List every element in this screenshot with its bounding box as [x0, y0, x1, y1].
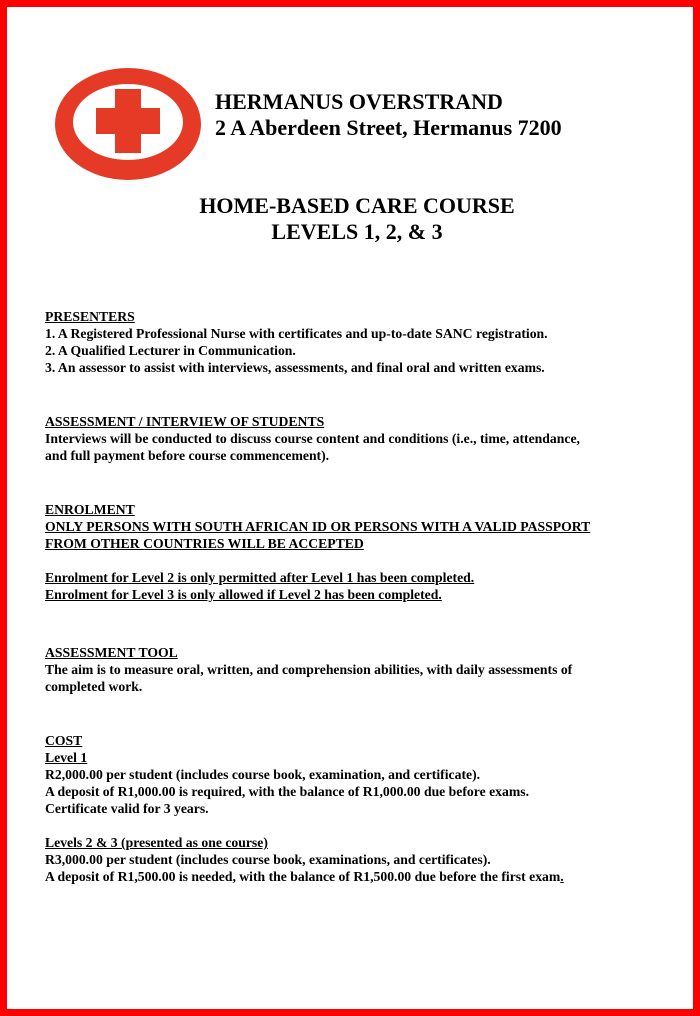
cost-line: R2,000.00 per student (includes course book, examination, and certificate).	[45, 767, 481, 782]
section-heading: ASSESSMENT / INTERVIEW OF STUDENTS	[45, 414, 325, 429]
section-heading: ASSESSMENT TOOL	[45, 645, 178, 660]
level23-subheading: Levels 2 & 3 (presented as one course)	[45, 835, 268, 850]
requirement-line: ONLY PERSONS WITH SOUTH AFRICAN ID OR PERSONS WITH A VALID PASSPORT	[45, 519, 591, 534]
section-heading: ENROLMENT	[45, 502, 135, 517]
cost-line: Certificate valid for 3 years.	[45, 801, 209, 816]
assessment-tool-section	[45, 644, 675, 695]
paragraph-line: The aim is to measure oral, written, and comprehension abilities, with daily assessments of	[45, 662, 573, 677]
red-cross-logo-icon	[52, 65, 204, 183]
cost-last-line-text: A deposit of R1,500.00 is needed, with the balance of R1,500.00 due before the first exam	[45, 869, 561, 884]
paragraph-line: Interviews will be conducted to discuss course content and conditions (i.e., time, attendance,	[45, 431, 580, 446]
presenters-section	[45, 308, 675, 376]
cost-line: R3,000.00 per student (includes course book, examinations, and certificates).	[45, 852, 491, 867]
enrolment-section	[45, 501, 675, 603]
list-item: 1. A Registered Professional Nurse with certificates and up-to-date SANC registration.	[45, 326, 548, 341]
course-levels: LEVELS 1, 2, & 3	[271, 219, 443, 244]
section-heading: PRESENTERS	[45, 309, 135, 324]
cost-last-line-period: .	[560, 869, 564, 884]
requirement-line: FROM OTHER COUNTRIES WILL BE ACCEPTED	[45, 536, 364, 551]
organization-name: HERMANUS OVERSTRAND	[215, 89, 503, 114]
list-item: 3. An assessor to assist with interviews, assessments, and final oral and written exams.	[45, 360, 545, 375]
level1-subheading: Level 1	[45, 750, 88, 765]
organization-block	[215, 89, 562, 141]
cost-last-line	[45, 868, 675, 885]
level-rule: Enrolment for Level 2 is only permitted after Level 1 has been completed.	[45, 570, 475, 585]
assessment-interview-section	[45, 413, 675, 464]
level-rule: Enrolment for Level 3 is only allowed if Level 2 has been completed.	[45, 587, 442, 602]
list-item: 2. A Qualified Lecturer in Communication.	[45, 343, 296, 358]
cost-section	[45, 732, 675, 885]
section-heading: COST	[45, 733, 83, 748]
organization-address: 2 A Aberdeen Street, Hermanus 7200	[215, 115, 562, 140]
course-title-block	[7, 193, 700, 245]
cost-line: A deposit of R1,000.00 is required, with the balance of R1,000.00 due before exams.	[45, 784, 530, 799]
paragraph-line: completed work.	[45, 679, 143, 694]
paragraph-line: and full payment before course commencement).	[45, 448, 330, 463]
course-title: HOME-BASED CARE COURSE	[199, 193, 515, 218]
